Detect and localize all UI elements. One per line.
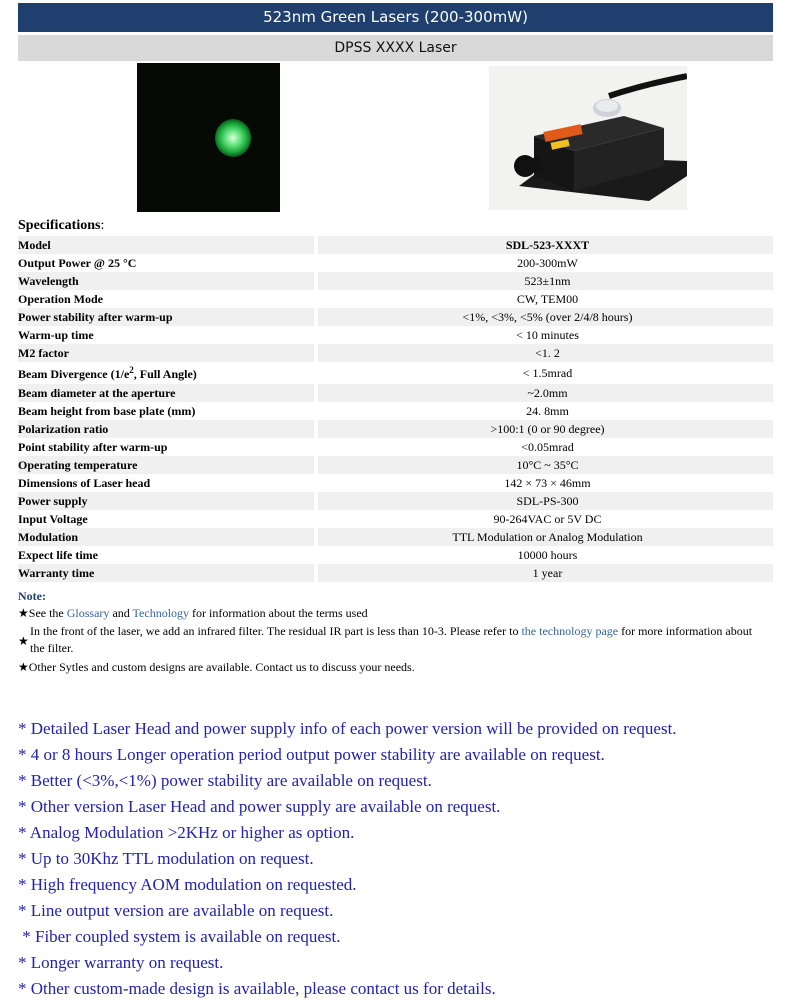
note-custom-designs: ★Other Sytles and custom designs are available. Contact us to discuss your needs. — [18, 660, 415, 674]
spec-value: < 10 minutes — [516, 327, 579, 342]
spec-value: SDL-523-XXXT — [318, 236, 773, 254]
spec-label: Beam diameter at the aperture — [18, 384, 314, 402]
extra-item: * 4 or 8 hours Longer operation period output power stability are available on request. — [18, 745, 605, 764]
spec-value: 1 year — [318, 564, 773, 582]
extra-item: * Other custom-made design is available, please contact us for details. — [18, 979, 496, 998]
spec-label: Point stability after warm-up — [18, 439, 168, 454]
laser-head-illustration — [489, 66, 687, 210]
spec-value: 142 × 73 × 46mm — [504, 475, 591, 490]
spec-value: >100:1 (0 or 90 degree) — [318, 420, 773, 438]
spec-value: SDL-PS-300 — [318, 492, 773, 510]
extra-options-list — [18, 716, 788, 1002]
extra-item: * Better (<3%,<1%) power stability are available on request. — [18, 771, 432, 790]
spec-row — [18, 474, 773, 492]
page-title: 523nm Green Lasers (200-300mW) — [18, 3, 773, 32]
spec-value: 24. 8mm — [526, 403, 569, 418]
spec-label: Warranty time — [18, 564, 314, 582]
spec-row — [18, 236, 773, 254]
spec-label: Modulation — [18, 528, 314, 546]
spec-label: Beam height from base plate (mm) — [18, 403, 196, 418]
spec-value: 200-300mW — [517, 255, 578, 270]
spec-row — [18, 272, 773, 290]
spec-label: M2 factor — [18, 344, 314, 362]
spec-value: <1. 2 — [318, 344, 773, 362]
spec-row — [18, 362, 773, 384]
extra-item: * Analog Modulation >2KHz or higher as option. — [18, 823, 355, 842]
spec-value: 10°C ~ 35°C — [318, 456, 773, 474]
spec-label: Wavelength — [18, 272, 314, 290]
extra-item: * Fiber coupled system is available on request. — [18, 927, 341, 946]
technology-link[interactable]: Technology — [132, 606, 190, 620]
extra-item: * Other version Laser Head and power supply are available on request. — [18, 797, 501, 816]
beam-spot-photo — [137, 63, 280, 212]
spec-value: CW, TEM00 — [516, 291, 579, 306]
note-ir-filter: ★ In the front of the laser, we add an infrared filter. The residual IR part is less than 10-3. Please refer to the technology page for more information about the filter. — [18, 624, 753, 655]
spec-label: Beam Divergence ($1/e^2$, Full Angle) — [18, 364, 197, 381]
extra-item: * Up to 30Khz TTL modulation on request. — [18, 849, 314, 868]
spec-row — [18, 308, 773, 326]
extra-item: * Detailed Laser Head and power supply info of each power version will be provided on request. — [18, 719, 677, 738]
spec-value: ~2.0mm — [318, 384, 773, 402]
spec-value: 523±1nm — [318, 272, 773, 290]
spec-row — [18, 546, 773, 564]
spec-row — [18, 344, 773, 362]
product-subtitle: DPSS XXXX Laser — [18, 35, 773, 61]
specifications-table — [18, 236, 773, 582]
spec-row — [18, 402, 773, 420]
green-beam-spot — [215, 119, 251, 157]
specifications-heading: Specifications: — [18, 218, 105, 233]
spec-row — [18, 254, 773, 272]
spec-value: 10000 hours — [517, 547, 578, 562]
spec-label: Operation Mode — [18, 291, 103, 306]
spec-label: Model — [18, 236, 314, 254]
spec-label: Expect life time — [18, 547, 98, 562]
extra-item: * Longer warranty on request. — [18, 953, 224, 972]
spec-value: <1%, <3%, <5% (over 2/4/8 hours) — [318, 308, 773, 326]
spec-label: Input Voltage — [18, 511, 88, 526]
spec-row — [18, 528, 773, 546]
spec-row — [18, 510, 773, 528]
note-glossary: ★See the Glossary and Technology for information about the terms used — [18, 606, 368, 620]
spec-value: < 1.5mrad — [522, 365, 573, 380]
spec-value: TTL Modulation or Analog Modulation — [318, 528, 773, 546]
spec-value: 90-264VAC or 5V DC — [493, 511, 602, 526]
spec-label: Power stability after warm-up — [18, 308, 314, 326]
glossary-link[interactable]: Glossary — [66, 606, 110, 620]
spec-row — [18, 384, 773, 402]
note-label: Note: — [18, 589, 46, 603]
spec-row — [18, 438, 773, 456]
spec-value: <0.05mrad — [521, 439, 574, 454]
spec-label: Operating temperature — [18, 456, 314, 474]
spec-row — [18, 420, 773, 438]
spec-row — [18, 326, 773, 344]
spec-row — [18, 492, 773, 510]
spec-row — [18, 456, 773, 474]
spec-label: Dimensions of Laser head — [18, 475, 151, 490]
spec-label: Warm-up time — [18, 327, 94, 342]
spec-label: Polarization ratio — [18, 420, 314, 438]
technology-page-link[interactable]: the technology page — [521, 624, 619, 638]
spec-label: Output Power @ 25 °C — [18, 255, 137, 270]
spec-label: Power supply — [18, 492, 314, 510]
spec-row — [18, 564, 773, 582]
laser-head-photo — [489, 66, 687, 210]
extra-item: * High frequency AOM modulation on requested. — [18, 875, 357, 894]
extra-item: * Line output version are available on request. — [18, 901, 334, 920]
spec-row — [18, 290, 773, 308]
